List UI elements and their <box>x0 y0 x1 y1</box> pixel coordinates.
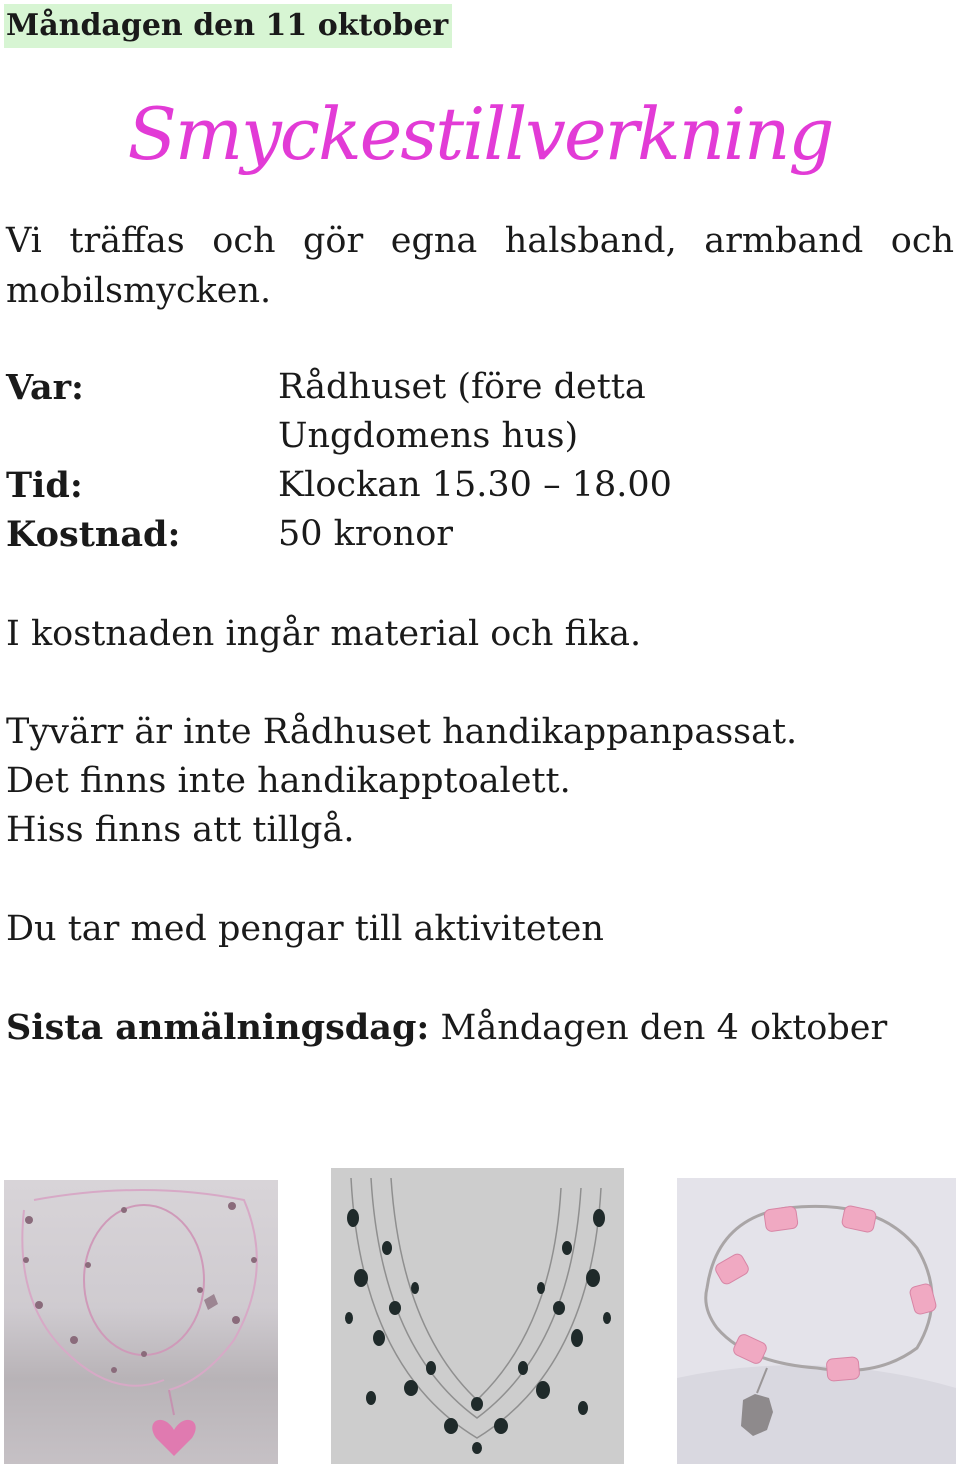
cost-value: 50 kronor <box>278 514 454 554</box>
accessibility-line-3: Hiss finns att tillgå. <box>6 810 355 850</box>
photo-pink-necklace <box>4 1180 278 1464</box>
photo-black-necklace <box>331 1168 624 1464</box>
deadline-label: Sista anmälningsdag: <box>6 1007 430 1048</box>
cost-label: Kostnad: <box>6 514 181 555</box>
accessibility-line-1: Tyvärr är inte Rådhuset handikappanpassat. <box>6 712 798 752</box>
cost-note: I kostnaden ingår material och fika. <box>6 614 642 654</box>
event-info <box>6 363 906 559</box>
location-line-1: Rådhuset (före detta <box>278 367 646 407</box>
location-label: Var: <box>6 367 84 408</box>
info-row-cost <box>6 510 906 559</box>
deadline <box>6 1003 887 1053</box>
intro-text: Vi träffas och gör egna halsband, armband och mobilsmycken. <box>6 221 954 311</box>
location-value <box>278 363 906 461</box>
time-label: Tid: <box>6 465 83 506</box>
accessibility-line-2: Det finns inte handikapptoalett. <box>6 761 571 801</box>
page-title: Smyckestillverkning <box>127 92 833 176</box>
deadline-value: Måndagen den 4 oktober <box>429 1008 888 1048</box>
money-note: Du tar med pengar till aktiviteten <box>6 909 604 949</box>
photo-pink-bracelet <box>677 1178 956 1464</box>
info-row-time <box>6 461 906 510</box>
time-value: Klockan 15.30 – 18.00 <box>278 465 672 505</box>
info-row-location <box>6 363 906 461</box>
location-line-2: Ungdomens hus) <box>278 416 579 456</box>
date-heading: Måndagen den 11 oktober <box>4 4 452 48</box>
